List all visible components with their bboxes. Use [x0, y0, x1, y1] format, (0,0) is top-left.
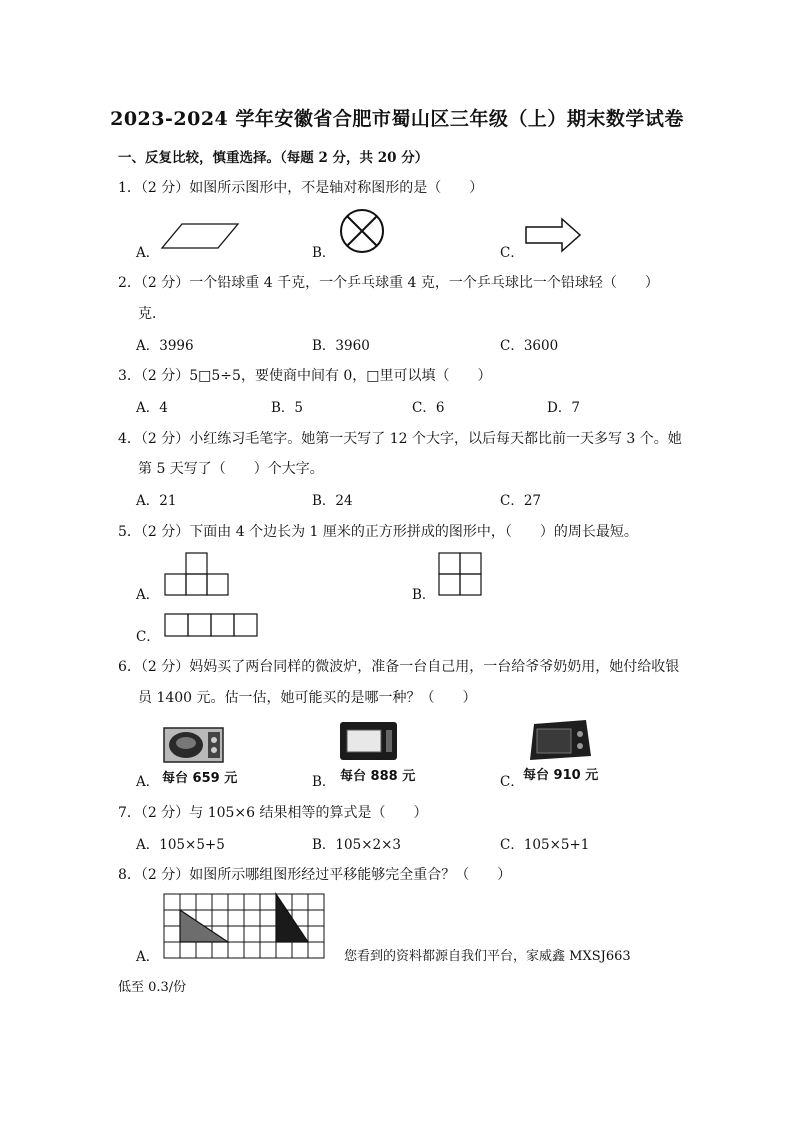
- question-7: 7．（2 分）与 105×6 结果相等的算式是（ ）: [118, 805, 428, 821]
- q5-option-c: C．: [136, 629, 160, 645]
- q7-option-c: C．105×5+1: [500, 837, 590, 853]
- section-heading: 一、反复比较，慎重选择。（每题 2 分，共 20 分）: [118, 150, 429, 166]
- q5-option-a: A．: [136, 587, 160, 603]
- q3-option-a: A．4: [136, 400, 168, 416]
- q7-option-b: B．105×2×3: [312, 837, 401, 853]
- q1-option-a: A．: [136, 245, 160, 261]
- price-c: 每台 910 元: [523, 768, 599, 783]
- question-6: 6．（2 分）妈妈买了两台同样的微波炉，准备一台自己用，一台给爷爷奶奶用，她付给收银: [118, 659, 680, 675]
- q1-option-c: C．: [500, 245, 524, 261]
- microwave-b-image: [340, 722, 398, 762]
- q2-option-c: C．3600: [500, 338, 559, 354]
- q3-option-d: D．7: [547, 400, 580, 416]
- question-8: 8．（2 分）如图所示哪组图形经过平移能够完全重合？（ ）: [118, 867, 512, 883]
- q8-option-a: A．: [136, 949, 160, 965]
- translation-grid-figure: [163, 893, 325, 959]
- microwave-c-image: [528, 720, 592, 762]
- question-3: 3．（2 分）5□5÷5，要使商中间有 0，□里可以填（ ）: [118, 368, 492, 384]
- q3-option-c: C．6: [412, 400, 445, 416]
- question-4: 4．（2 分）小红练习毛笔字。她第一天写了 12 个大字，以后每天都比前一天多写 3 个。她: [118, 431, 682, 447]
- line-four-squares: [164, 613, 258, 637]
- q4-option-a: A．21: [136, 493, 177, 509]
- question-6-cont: 员 1400 元。估一估，她可能买的是哪一种？（ ）: [138, 690, 477, 706]
- price-a: 每台 659 元: [162, 771, 238, 786]
- page-title: 2023-2024 学年安徽省合肥市蜀山区三年级（上）期末数学试卷: [110, 108, 684, 130]
- price-b: 每台 888 元: [340, 769, 416, 784]
- question-5: 5．（2 分）下面由 4 个边长为 1 厘米的正方形拼成的图形中，（ ）的周长最短。: [118, 524, 638, 540]
- q5-option-b: B．: [412, 587, 436, 603]
- q2-option-a: A．3996: [136, 338, 194, 354]
- promo-line: 您看到的资料都源自我们平台，家威鑫 MXSJ663: [344, 949, 631, 964]
- question-2: 2．（2 分）一个铅球重 4 千克，一个乒乓球重 4 克，一个乒乓球比一个铅球轻（ ）: [118, 275, 659, 291]
- q7-option-a: A．105×5+5: [136, 837, 225, 853]
- q4-option-c: C．27: [500, 493, 542, 509]
- arrow-figure: [524, 217, 584, 253]
- promo-price: 低至 0.3/份: [118, 980, 187, 995]
- t-shape-squares: [164, 552, 230, 596]
- parallelogram-figure: [160, 221, 240, 251]
- question-2-cont: 克．: [138, 306, 166, 322]
- q6-option-a: A．: [136, 774, 160, 790]
- question-4-cont: 第 5 天写了（ ）个大字。: [138, 461, 324, 477]
- q2-option-b: B．3960: [312, 338, 370, 354]
- question-1: 1．（2 分）如图所示图形中，不是轴对称图形的是（ ）: [118, 180, 484, 196]
- q6-option-b: B．: [312, 774, 336, 790]
- microwave-a-image: [164, 726, 224, 764]
- q3-option-b: B．5: [271, 400, 304, 416]
- q4-option-b: B．24: [312, 493, 353, 509]
- square-2x2-figure: [438, 552, 482, 596]
- circle-cross-figure: [338, 208, 388, 254]
- q6-option-c: C．: [500, 774, 524, 790]
- q1-option-b: B．: [312, 245, 336, 261]
